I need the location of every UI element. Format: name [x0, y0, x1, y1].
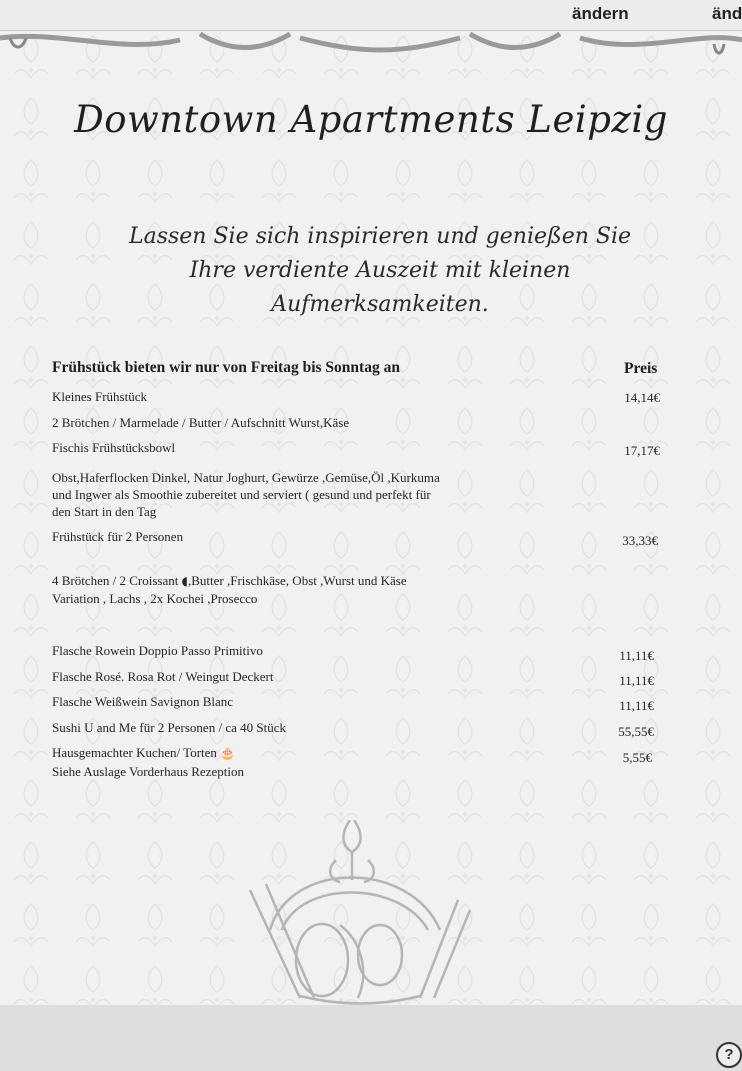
help-icon[interactable]: ?: [716, 1042, 742, 1068]
croissant-icon: ◖: [181, 574, 188, 588]
menu-item-name: [52, 744, 235, 762]
menu-item-name: Fischis Frühstücksbowl: [52, 440, 176, 455]
description-line: den Start in den Tag: [52, 504, 157, 519]
menu-item-price: 14,14€: [624, 390, 660, 405]
top-ornament: [0, 30, 742, 70]
menu-item-description: [52, 572, 502, 607]
price-heading: Preis: [624, 360, 658, 377]
description-line: und Ingwer als Smoothie zubereitet und serviert ( gesund und perfekt für: [52, 487, 431, 502]
basket-illustration: [230, 820, 490, 1005]
description-line: Obst,Haferflocken Dinkel, Natur Joghurt, Gewürze ,Gemüse,Öl ,Kurkuma: [52, 470, 440, 485]
menu-item-price: 11,11€: [619, 698, 654, 713]
menu-item-price: 55,55€: [618, 724, 654, 739]
description-line: [52, 572, 502, 590]
menu-item-name: Sushi U and Me für 2 Personen / ca 40 Stück: [52, 720, 286, 735]
menu-heading: Frühstück bieten wir nur von Freitag bis Sonntag an: [52, 359, 400, 376]
menu-item-price: 5,55€: [622, 750, 652, 765]
slogan: [80, 220, 680, 322]
slogan-line: Lassen Sie sich inspirieren und genießen Sie: [128, 224, 632, 249]
description-text: ,Butter ,Frischkäse, Obst ,Wurst und Käse: [187, 573, 407, 588]
menu-page: [0, 30, 742, 1005]
edit-link-2[interactable]: änd: [712, 4, 742, 23]
menu-item-description: Siehe Auslage Vorderhaus Rezeption: [52, 764, 244, 779]
description-line: Variation , Lachs , 2x Kochei ,Prosecco: [52, 591, 258, 606]
menu-item-price: 11,11€: [619, 648, 654, 663]
footer-bar: [0, 1005, 742, 1071]
menu-item-price: 11,11€: [619, 673, 654, 688]
menu-item-name: Flasche Rosé. Rosa Rot / Weingut Deckert: [52, 669, 274, 684]
edit-link[interactable]: ändern: [572, 4, 629, 23]
top-toolbar: [0, 0, 742, 31]
menu-item-price: 33,33€: [622, 533, 658, 548]
menu-item-name: Kleines Frühstück: [52, 389, 147, 404]
menu-item-name: Flasche Weißwein Savignon Blanc: [52, 694, 234, 709]
menu-item-name-text: Hausgemachter Kuchen/ Torten: [52, 745, 221, 760]
menu-item-price: 17,17€: [624, 443, 660, 458]
cake-icon: 🎂: [220, 746, 236, 760]
menu-item-name: Flasche Rowein Doppio Passo Primitivo: [52, 643, 263, 658]
description-text: 4 Brötchen / 2 Croissant: [52, 573, 182, 588]
menu-item-description: 2 Brötchen / Marmelade / Butter / Aufschnitt Wurst,Käse: [52, 415, 350, 430]
menu-item-name: Frühstück für 2 Personen: [52, 529, 184, 544]
slogan-line: Aufmerksamkeiten.: [271, 292, 489, 317]
page-title: Downtown Apartments Leipzig: [74, 98, 668, 141]
menu-item-description: [52, 469, 502, 520]
slogan-line: Ihre verdiente Auszeit mit kleinen: [189, 258, 571, 283]
